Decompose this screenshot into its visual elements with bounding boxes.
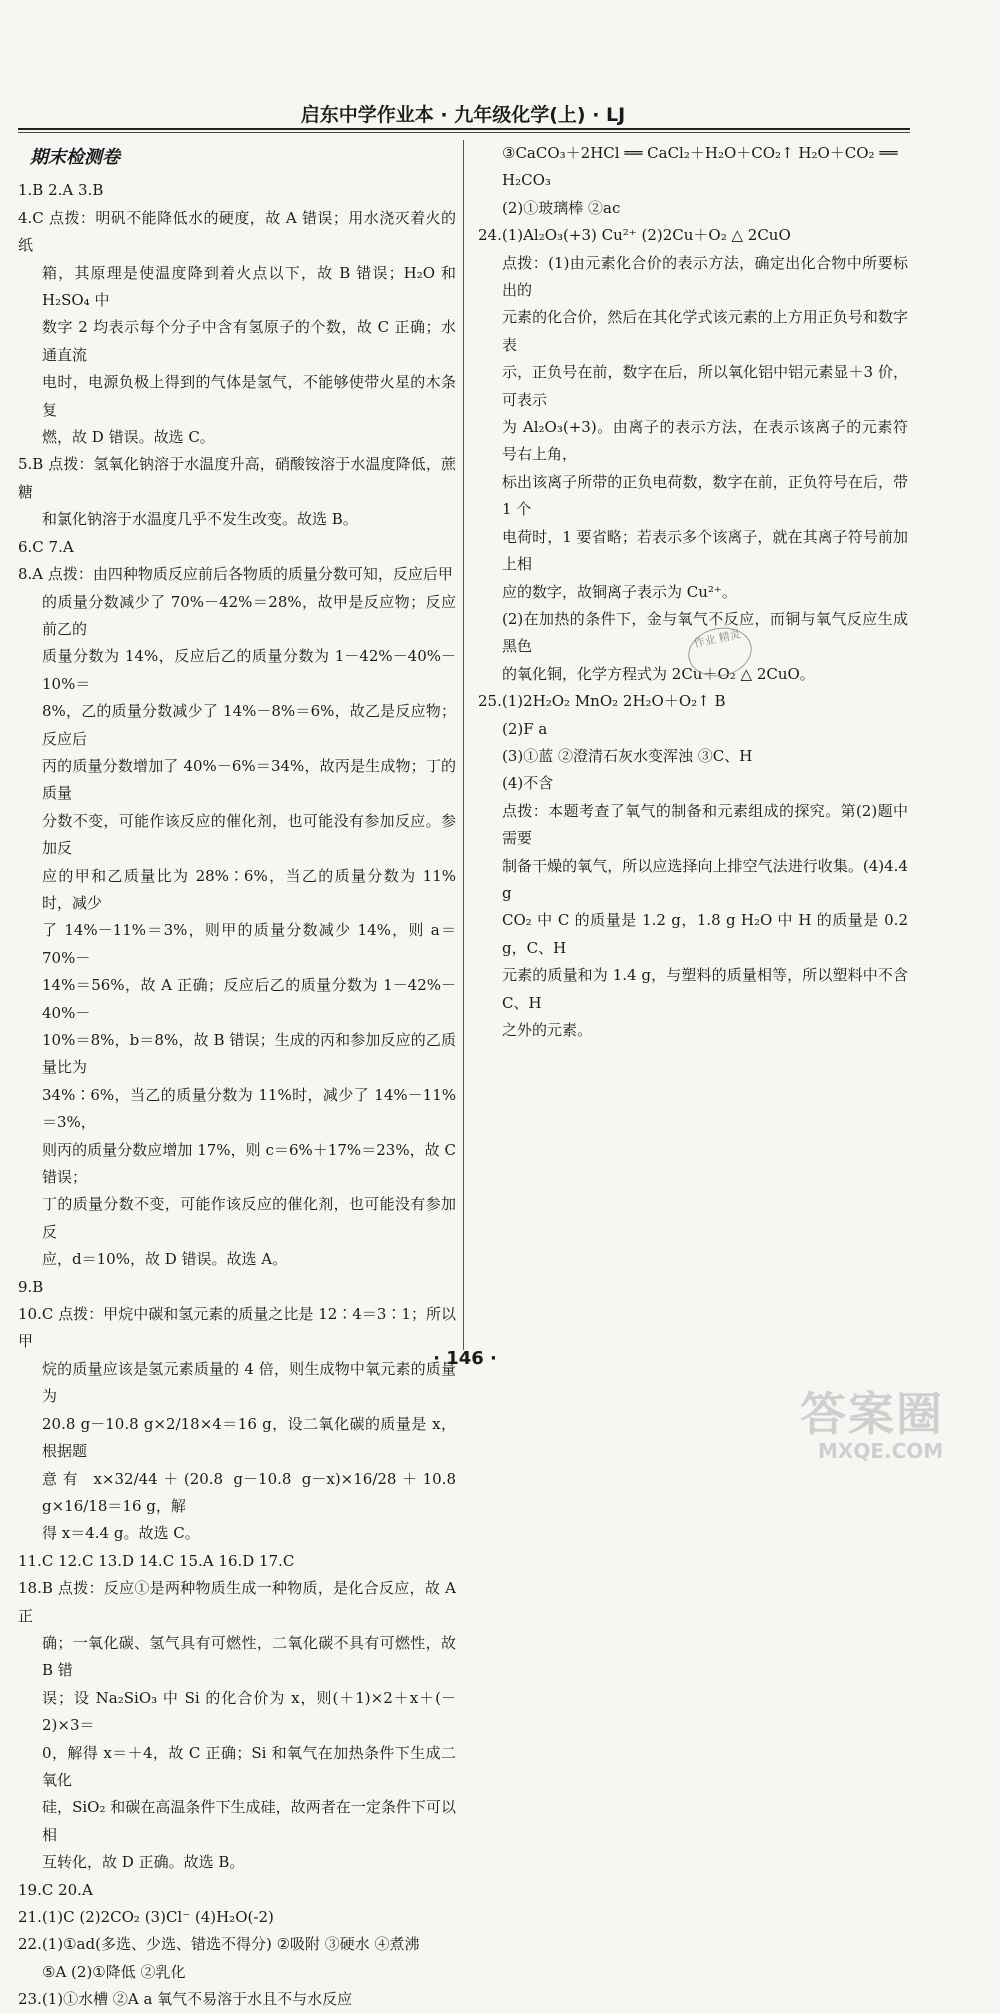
answer-line: 点拨：本题考查了氧气的制备和元素组成的探究。第(2)题中需要 [502, 801, 908, 848]
answer-line: 14%＝56%，故 A 正确；反应后乙的质量分数为 1－42%－40%－ [42, 976, 456, 1022]
right-column [478, 140, 908, 1044]
answer-line: 21.(1)C (2)2CO₂ (3)Cl⁻ (4)H₂O(-2) [18, 1908, 274, 1926]
answer-line: 应的数字，故铜离子表示为 Cu²⁺。 [502, 582, 737, 601]
page-number: · 146 · [433, 1348, 497, 1369]
answer-line: 应，d＝10%，故 D 错误。故选 A。 [42, 1250, 288, 1269]
watermark-logo-main: 答案圈 [800, 1387, 944, 1441]
section-title: 期末检测卷 [30, 147, 120, 168]
running-header: 启东中学作业本 · 九年级化学(上) · LJ [300, 104, 626, 126]
answer-line: 了 14%－11%＝3%，则甲的质量分数减少 14%，则 a＝70%－ [42, 921, 456, 967]
answer-line: 得 x＝4.4 g。故选 C。 [42, 1524, 200, 1543]
watermark-logo-url: MXQE.COM [818, 1439, 944, 1463]
answer-line: 20.8 g－10.8 g×2/18×4＝16 g，设二氧化碳的质量是 x，根据题 [42, 1414, 456, 1461]
answer-line: 误；设 Na₂SiO₃ 中 Si 的化合价为 x，则(＋1)×2＋x＋(－2)×3＝ [42, 1688, 456, 1735]
answer-line: 制备干燥的氧气，所以应选择向上排空气法进行收集。(4)4.4 g [502, 856, 908, 902]
answer-line: H₂CO₃ [502, 171, 551, 190]
answer-line: 8.A 点拨：由四种物质反应前后各物质的质量分数可知，反应后甲 [18, 565, 453, 584]
answer-line: 示，正负号在前，数字在后，所以氧化铝中铝元素显＋3 价，可表示 [502, 363, 908, 409]
left-answer-list [18, 177, 456, 2013]
answer-line: 应的甲和乙质量比为 28%∶6%，当乙的质量分数为 11%时，减少 [42, 866, 456, 912]
answer-line: 数字 2 均表示每个分子中含有氢原子的个数，故 C 正确；水通直流 [42, 318, 456, 364]
answer-line: 元素的质量和为 1.4 g，与塑料的质量相等，所以塑料中不含 C、H [502, 966, 908, 1012]
answer-line: 确；一氧化碳、氢气具有可燃性，二氧化碳不具有可燃性，故 B 错 [42, 1633, 456, 1680]
answer-line: 烷的质量应该是氢元素质量的 4 倍，则生成物中氧元素的质量为 [42, 1359, 456, 1406]
answer-line: 意有 x×32/44＋(20.8 g－10.8 g－x)×16/28＋10.8 g×16/18＝16 g，解 [42, 1469, 456, 1515]
watermark-logo [800, 1388, 990, 1466]
answer-line: ③CaCO₃＋2HCl ══ CaCl₂＋H₂O＋CO₂↑ H₂O＋CO₂ ══ [502, 144, 898, 162]
answer-line: 9.B [18, 1277, 44, 1296]
answer-line: (3)①蓝 ②澄清石灰水变浑浊 ③C、H [502, 746, 753, 765]
answer-line: 电时，电源负极上得到的气体是氢气，不能够使带火星的木条复 [42, 373, 456, 419]
answer-line: 5.B 点拨：氢氧化钠溶于水温度升高，硝酸铵溶于水温度降低，蔗糖 [18, 455, 456, 501]
answer-line: 10%＝8%，b＝8%，故 B 错误；生成的丙和参加反应的乙质量比为 [42, 1031, 456, 1077]
answer-line: 互转化，故 D 正确。故选 B。 [42, 1853, 245, 1872]
answer-line: (2)F a [502, 719, 548, 738]
answer-line: 19.C 20.A [18, 1880, 93, 1899]
answer-line: 8%，乙的质量分数减少了 14%－8%＝6%，故乙是反应物；反应后 [42, 702, 456, 748]
answer-line: 23.(1)①水槽 ②A a 氧气不易溶于水且不与水反应 [18, 1990, 353, 2009]
answer-line: 11.C 12.C 13.D 14.C 15.A 16.D 17.C [18, 1551, 295, 1570]
header-rule [18, 128, 910, 130]
answer-line: 电荷时，1 要省略；若表示多个该离子，就在其离子符号前加上相 [502, 527, 908, 574]
answer-line: 4.C 点拨：明矾不能降低水的硬度，故 A 错误；用水浇灭着火的纸 [18, 208, 456, 255]
answer-line: 标出该离子所带的正负电荷数，数字在前，正负符号在后，带 1 个 [502, 472, 908, 519]
answer-line: 为 Al₂O₃(+3)。由离子的表示方法，在表示该离子的元素符号右上角， [502, 418, 908, 464]
answer-line: 6.C 7.A [18, 537, 74, 556]
answer-line: 25.(1)2H₂O₂ MnO₂ 2H₂O＋O₂↑ B [478, 692, 726, 711]
answer-line: 1.B 2.A 3.B [18, 181, 104, 200]
answer-line: CO₂ 中 C 的质量是 1.2 g，1.8 g H₂O 中 H 的质量是 0.2 g，C、H [502, 911, 908, 957]
answer-line: 10.C 点拨：甲烷中碳和氢元素的质量之比是 12∶4＝3∶1；所以甲 [18, 1305, 456, 1351]
answer-line: (2)①玻璃棒 ②ac [502, 198, 621, 217]
answer-line: 丁的质量分数不变，可能作该反应的催化剂，也可能没有参加反 [42, 1195, 456, 1241]
answer-line: 24.(1)Al₂O₃(+3) Cu²⁺ (2)2Cu＋O₂ △ 2CuO [478, 226, 791, 245]
right-answer-list [478, 140, 908, 1044]
answer-line: 丙的质量分数增加了 40%－6%＝34%，故丙是生成物；丁的质量 [42, 756, 456, 803]
answer-line: 分数不变，可能作该反应的催化剂，也可能没有参加反应。参加反 [42, 811, 456, 858]
answer-line: 箱，其原理是使温度降到着火点以下，故 B 错误；H₂O 和 H₂SO₄ 中 [42, 263, 456, 310]
stamp-icon: 作业 精灵 [684, 622, 757, 682]
answer-line: 34%∶6%，当乙的质量分数为 11%时，减少了 14%－11%＝3%， [42, 1085, 456, 1132]
answer-line: ⑤A (2)①降低 ②乳化 [42, 1962, 186, 1981]
answer-line: 之外的元素。 [502, 1021, 593, 1039]
answer-line: 元素的化合价，然后在其化学式该元素的上方用正负号和数字表 [502, 308, 908, 354]
answer-line: 的氧化铜，化学方程式为 2Cu＋O₂ △ 2CuO。 [502, 664, 815, 683]
answer-line: 18.B 点拨：反应①是两种物质生成一种物质，是化合反应，故 A 正 [18, 1579, 456, 1625]
left-column [18, 140, 456, 2014]
answer-line: 质量分数为 14%，反应后乙的质量分数为 1－42%－40%－10%＝ [42, 647, 456, 693]
answer-line: (4)不含 [502, 774, 554, 793]
answer-line: 22.(1)①ad(多选、少选、错选不得分) ②吸附 ③硬水 ④煮沸 [18, 1935, 420, 1954]
answer-line: 和氯化钠溶于水温度几乎不发生改变。故选 B。 [42, 510, 358, 529]
answer-line: 则丙的质量分数应增加 17%，则 c＝6%＋17%＝23%，故 C 错误； [42, 1140, 456, 1187]
answer-line: 的质量分数减少了 70%－42%＝28%，故甲是反应物；反应前乙的 [42, 592, 456, 638]
header-rule-thin [18, 132, 910, 133]
column-divider [463, 140, 464, 1350]
answer-line: 硅，SiO₂ 和碳在高温条件下生成硅，故两者在一定条件下可以相 [42, 1798, 456, 1844]
answer-line: 0，解得 x＝＋4，故 C 正确；Si 和氧气在加热条件下生成二氧化 [42, 1743, 456, 1789]
answer-line: (2)在加热的条件下，金与氧气不反应，而铜与氧气反应生成黑色 [502, 609, 908, 656]
answer-line: 点拨：(1)由元素化合价的表示方法，确定出化合物中所要标出的 [502, 253, 908, 300]
answer-line: 燃，故 D 错误。故选 C。 [42, 428, 215, 447]
